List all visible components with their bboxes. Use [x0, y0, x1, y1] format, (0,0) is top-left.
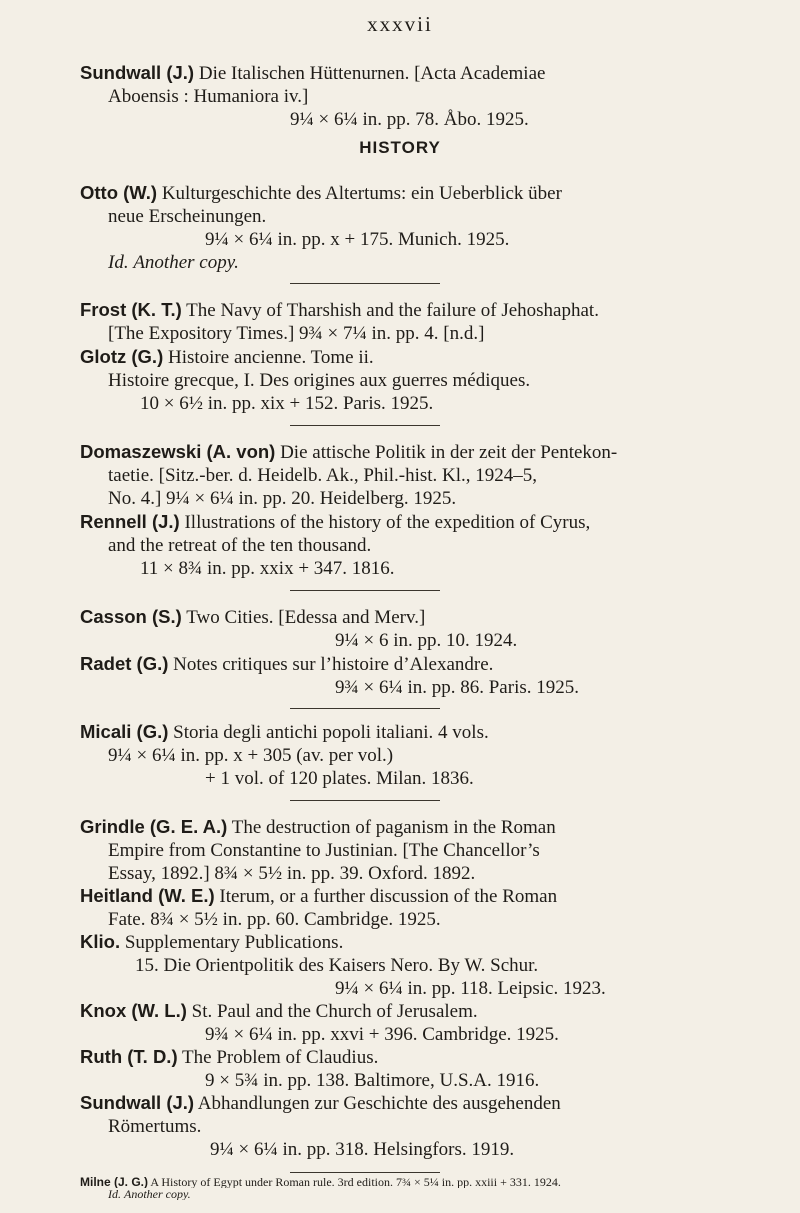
divider — [290, 425, 440, 426]
divider — [290, 590, 440, 591]
entry-id: Id. — [108, 1188, 121, 1200]
page-number: xxxvii — [367, 12, 433, 36]
entry-title: St. Paul and the Church of Jerusalem. — [191, 1001, 478, 1022]
section-heading: HISTORY — [359, 138, 441, 157]
catalogue-entry — [80, 1045, 740, 1092]
entry-title: The Navy of Tharshish and the failure of Jehoshaphat. — [186, 300, 599, 321]
entry-details: 7¾ × 5¼ in. pp. xxiii + 331. 1924. — [396, 1176, 561, 1188]
catalogue-entry — [80, 999, 740, 1046]
entry-author: Casson (S.) — [80, 606, 182, 627]
entry-title: Abhandlungen zur Geschichte des ausgehenden — [197, 1093, 561, 1114]
entry-author: Ruth (T. D.) — [80, 1046, 178, 1067]
catalogue-entry — [80, 720, 740, 790]
entry-title-cont: and the retreat of the ten thousand. — [108, 535, 372, 556]
entry-title: Illustrations of the history of the expedition of Cyrus, — [184, 512, 591, 533]
entry-details: 9¼ × 6¼ in. pp. 118. Leipsic. 1923. — [335, 978, 606, 999]
entry-author: Radet (G.) — [80, 653, 169, 674]
catalogue-entry — [80, 605, 740, 652]
divider — [290, 708, 440, 709]
entry-id-text: Another copy. — [133, 252, 239, 273]
entry-details: 10 × 6½ in. pp. xix + 152. Paris. 1925. — [140, 393, 434, 414]
entry-title: A History of Egypt under Roman rule. 3rd edition. — [150, 1176, 393, 1188]
entry-author: Heitland (W. E.) — [80, 885, 215, 906]
entry-title-cont: neue Erscheinungen. — [108, 206, 267, 227]
entry-author: Sundwall (J.) — [80, 1092, 195, 1113]
entry-title-cont: taetie. [Sitz.-ber. d. Heidelb. Ak., Phil.-hist. Kl., 1924–5, — [108, 465, 538, 486]
entry-title-cont: Histoire grecque, I. Des origines aux guerres médiques. — [108, 370, 531, 391]
entry-id-text: Another copy. — [124, 1188, 191, 1200]
entry-details: 9¼ × 6¼ in. pp. 78. Åbo. 1925. — [290, 109, 529, 130]
entry-title-cont: Empire from Constantine to Justinian. [The Chancellor’s — [108, 840, 540, 861]
entry-title-cont: 15. Die Orientpolitik des Kaisers Nero. By W. Schur. — [135, 955, 539, 976]
entry-author: Knox (W. L.) — [80, 1000, 187, 1021]
divider — [290, 800, 440, 801]
catalogue-entry — [80, 181, 740, 274]
entry-details: 9¾ × 6¼ in. pp. 86. Paris. 1925. — [335, 677, 579, 698]
entry-title: Kulturgeschichte des Altertums: ein Ueberblick über — [161, 183, 562, 204]
entry-details: Essay, 1892.] 8¾ × 5½ in. pp. 39. Oxford. 1892. — [108, 863, 476, 884]
entry-title: Die attische Politik in der zeit der Pentekon- — [280, 442, 618, 463]
entry-title: Supplementary Publications. — [124, 932, 344, 953]
entry-author: Otto (W.) — [80, 182, 158, 203]
catalogue-entry — [80, 298, 740, 345]
entry-details: 11 × 8¾ in. pp. xxix + 347. 1816. — [140, 558, 395, 579]
entry-details: [The Expository Times.] 9¾ × 7¼ in. pp. 4. [n.d.] — [108, 323, 485, 344]
catalogue-entry — [80, 815, 740, 885]
entry-author: Domaszewski (A. von) — [80, 441, 276, 462]
entry-details-cont: + 1 vol. of 120 plates. Milan. 1836. — [205, 768, 474, 789]
entry-title: Notes critiques sur l’histoire d’Alexandre. — [173, 654, 494, 675]
entry-author: Glotz (G.) — [80, 346, 164, 367]
entry-title: Die Italischen Hüttenurnen. [Acta Academiae — [198, 63, 546, 84]
entry-author: Grindle (G. E. A.) — [80, 816, 228, 837]
entry-details: 9¼ × 6¼ in. pp. 318. Helsingfors. 1919. — [210, 1139, 515, 1160]
catalogue-entry — [80, 345, 740, 415]
catalogue-entry — [80, 930, 740, 1000]
entry-title-cont: Aboensis : Humaniora iv.] — [108, 86, 309, 107]
entry-author: Frost (K. T.) — [80, 299, 182, 320]
entry-author: Micali (G.) — [80, 721, 169, 742]
catalogue-entry — [80, 884, 740, 931]
catalogue-entry — [80, 1176, 740, 1200]
catalogue-entry — [80, 652, 740, 699]
entry-details: 9¾ × 6¼ in. pp. xxvi + 396. Cambridge. 1925. — [205, 1024, 559, 1045]
entry-title-cont: Römertums. — [108, 1116, 202, 1137]
entry-author: Sundwall (J.) — [80, 62, 195, 83]
catalogue-entry — [80, 61, 740, 131]
entry-title: Iterum, or a further discussion of the Roman — [219, 886, 558, 907]
entry-details: 9 × 5¾ in. pp. 138. Baltimore, U.S.A. 1916. — [205, 1070, 540, 1091]
entry-id: Id. — [108, 252, 129, 273]
entry-details: Fate. 8¾ × 5½ in. pp. 60. Cambridge. 1925. — [108, 909, 441, 930]
entry-author: Rennell (J.) — [80, 511, 180, 532]
divider — [290, 1172, 440, 1173]
entry-title: The Problem of Claudius. — [182, 1047, 379, 1068]
catalogue-entry — [80, 510, 740, 580]
entry-title: Two Cities. [Edessa and Merv.] — [186, 607, 426, 628]
entry-title: The destruction of paganism in the Roman — [231, 817, 556, 838]
entry-details: 9¼ × 6¼ in. pp. x + 305 (av. per vol.) — [108, 745, 394, 766]
entry-details: No. 4.] 9¼ × 6¼ in. pp. 20. Heidelberg. 1925. — [108, 488, 457, 509]
divider — [290, 283, 440, 284]
entry-title: Histoire ancienne. Tome ii. — [167, 347, 374, 368]
entry-author: Milne (J. G.) — [80, 1176, 149, 1188]
entry-details: 9¼ × 6 in. pp. 10. 1924. — [335, 630, 518, 651]
catalogue-entry — [80, 1091, 740, 1161]
entry-author: Klio. — [80, 931, 121, 952]
entry-title: Storia degli antichi popoli italiani. 4 vols. — [173, 722, 489, 743]
entry-details: 9¼ × 6¼ in. pp. x + 175. Munich. 1925. — [205, 229, 510, 250]
catalogue-entry — [80, 440, 740, 510]
